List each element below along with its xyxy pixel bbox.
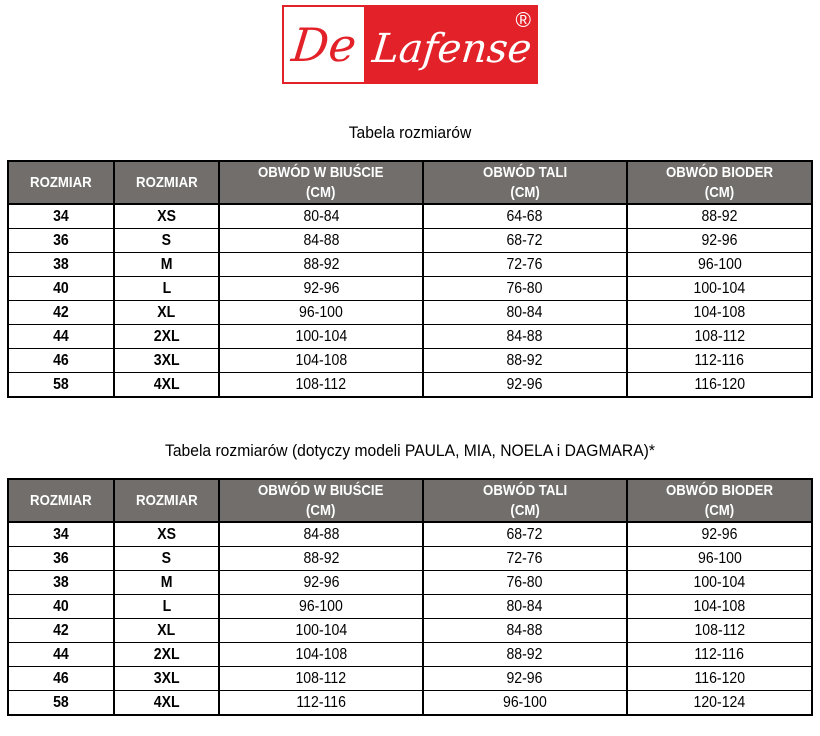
table-cell: 108-112 — [627, 619, 812, 643]
table-cell: 68-72 — [423, 522, 627, 547]
logo-de-box — [282, 5, 366, 84]
table-cell: 92-96 — [219, 277, 422, 301]
registered-trademark-icon: ® — [515, 9, 531, 32]
header-rozmiar-letter: ROZMIAR — [114, 479, 220, 522]
table-cell: 84-88 — [219, 229, 422, 253]
logo-lafense-text: Lafense — [369, 25, 534, 72]
size-table-1-title: Tabela rozmiarów — [348, 123, 472, 142]
table-cell: 42 — [8, 619, 114, 643]
table-row — [8, 691, 812, 716]
table-row — [8, 277, 812, 301]
table-cell: 80-84 — [423, 301, 627, 325]
table-cell: 4XL — [114, 691, 220, 716]
table-cell: 72-76 — [423, 253, 627, 277]
table-row — [8, 301, 812, 325]
table-cell: 96-100 — [627, 547, 812, 571]
table-cell: 116-120 — [627, 667, 812, 691]
table-cell: 100-104 — [219, 619, 422, 643]
table-cell: 84-88 — [423, 619, 627, 643]
table-cell: 38 — [8, 571, 114, 595]
table-cell: 116-120 — [627, 373, 812, 398]
table-cell: 92-96 — [423, 667, 627, 691]
table-row — [8, 643, 812, 667]
table-cell: 34 — [8, 204, 114, 229]
table-cell: 88-92 — [219, 253, 422, 277]
table-cell: 46 — [8, 349, 114, 373]
header-bust: OBWÓD W BIUŚCIE (CM) — [219, 479, 422, 522]
table-cell: 88-92 — [219, 547, 422, 571]
table-row — [8, 373, 812, 398]
table-cell: 68-72 — [423, 229, 627, 253]
table-cell: M — [114, 571, 220, 595]
size-table-2-title: Tabela rozmiarów (dotyczy modeli PAULA, MIA, NOELA i DAGMARA)* — [165, 441, 655, 460]
table-cell: 3XL — [114, 667, 220, 691]
table-row — [8, 667, 812, 691]
table-cell: 34 — [8, 522, 114, 547]
table-cell: 76-80 — [423, 571, 627, 595]
table-cell: 42 — [8, 301, 114, 325]
table-cell: 44 — [8, 643, 114, 667]
table-cell: 36 — [8, 229, 114, 253]
table-cell: 64-68 — [423, 204, 627, 229]
table-cell: 108-112 — [219, 667, 422, 691]
table-cell: S — [114, 547, 220, 571]
table-row — [8, 253, 812, 277]
table-cell: 40 — [8, 277, 114, 301]
size-table-1-header-row — [8, 161, 812, 204]
table-row — [8, 204, 812, 229]
size-table-1 — [7, 160, 813, 398]
table-cell: 80-84 — [219, 204, 422, 229]
table-cell: 96-100 — [219, 595, 422, 619]
table-cell: 3XL — [114, 349, 220, 373]
table-cell: 76-80 — [423, 277, 627, 301]
logo-lafense-box — [366, 5, 538, 84]
header-bust: OBWÓD W BIUŚCIE (CM) — [219, 161, 422, 204]
table-cell: 108-112 — [627, 325, 812, 349]
table-cell: 96-100 — [423, 691, 627, 716]
table-cell: 80-84 — [423, 595, 627, 619]
table-cell: 100-104 — [627, 571, 812, 595]
header-hips: OBWÓD BIODER (CM) — [627, 479, 812, 522]
header-hips: OBWÓD BIODER (CM) — [627, 161, 812, 204]
table-row — [8, 522, 812, 547]
table-row — [8, 349, 812, 373]
table-cell: 112-116 — [219, 691, 422, 716]
table-cell: XS — [114, 204, 220, 229]
table-cell: 112-116 — [627, 643, 812, 667]
header-rozmiar-numeric: ROZMIAR — [8, 161, 114, 204]
table-cell: 92-96 — [627, 522, 812, 547]
header-waist: OBWÓD TALI (CM) — [423, 161, 627, 204]
table-cell: 112-116 — [627, 349, 812, 373]
table-cell: 38 — [8, 253, 114, 277]
table-cell: 108-112 — [219, 373, 422, 398]
table-cell: 88-92 — [423, 349, 627, 373]
table-cell: 36 — [8, 547, 114, 571]
table-cell: 88-92 — [423, 643, 627, 667]
table-cell: 88-92 — [627, 204, 812, 229]
table-row — [8, 229, 812, 253]
header-waist: OBWÓD TALI (CM) — [423, 479, 627, 522]
table-cell: 100-104 — [219, 325, 422, 349]
table-cell: 4XL — [114, 373, 220, 398]
table-cell: L — [114, 595, 220, 619]
table-cell: 100-104 — [627, 277, 812, 301]
size-table-2 — [7, 478, 813, 716]
table-cell: 104-108 — [219, 643, 422, 667]
table-cell: 96-100 — [219, 301, 422, 325]
table-cell: 2XL — [114, 325, 220, 349]
table-cell: 96-100 — [627, 253, 812, 277]
de-lafense-logo — [282, 5, 538, 84]
table-cell: S — [114, 229, 220, 253]
table-cell: 58 — [8, 373, 114, 398]
table-cell: 104-108 — [219, 349, 422, 373]
size-table-2-header-row — [8, 479, 812, 522]
table-row — [8, 571, 812, 595]
table-cell: 40 — [8, 595, 114, 619]
table-cell: M — [114, 253, 220, 277]
table-cell: 44 — [8, 325, 114, 349]
header-rozmiar-letter: ROZMIAR — [114, 161, 220, 204]
table-cell: 84-88 — [219, 522, 422, 547]
table-cell: 84-88 — [423, 325, 627, 349]
table-row — [8, 547, 812, 571]
table-cell: XL — [114, 301, 220, 325]
table-cell: 92-96 — [627, 229, 812, 253]
table-cell: 104-108 — [627, 301, 812, 325]
header-rozmiar-numeric: ROZMIAR — [8, 479, 114, 522]
table-cell: 72-76 — [423, 547, 627, 571]
table-cell: L — [114, 277, 220, 301]
table-row — [8, 619, 812, 643]
table-cell: XS — [114, 522, 220, 547]
table-cell: 46 — [8, 667, 114, 691]
table-cell: 2XL — [114, 643, 220, 667]
table-row — [8, 595, 812, 619]
table-cell: 92-96 — [423, 373, 627, 398]
table-cell: 92-96 — [219, 571, 422, 595]
table-cell: 120-124 — [627, 691, 812, 716]
logo-de-text: De — [289, 17, 359, 72]
table-cell: 58 — [8, 691, 114, 716]
table-cell: 104-108 — [627, 595, 812, 619]
table-cell: XL — [114, 619, 220, 643]
size-table-2-body — [8, 522, 812, 715]
size-table-1-body — [8, 204, 812, 397]
page — [0, 5, 820, 716]
table-row — [8, 325, 812, 349]
